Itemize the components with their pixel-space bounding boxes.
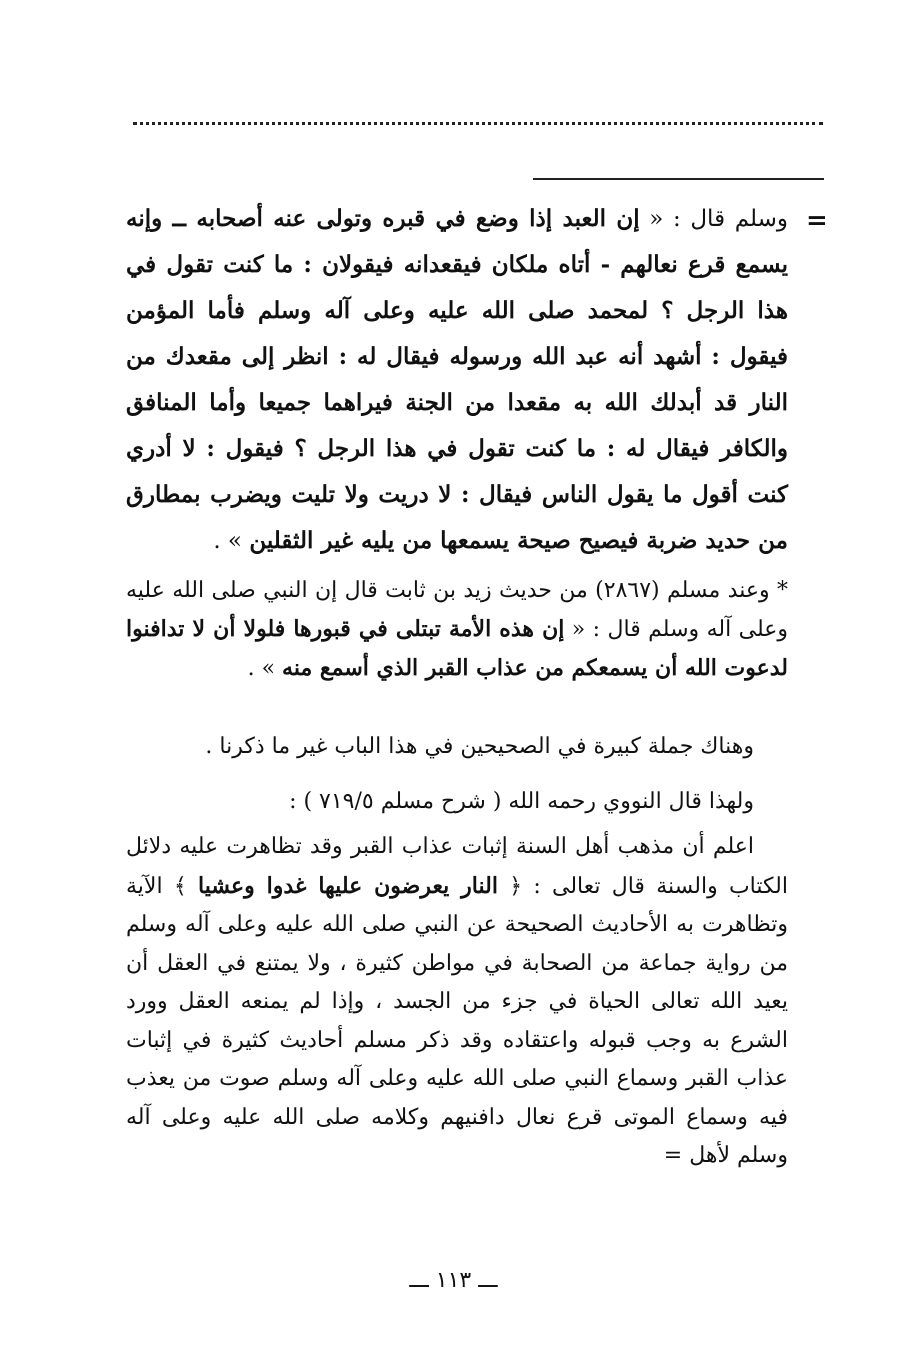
dotted-separator (133, 122, 823, 125)
footnote-outro: » . (213, 528, 250, 554)
footnote-hadith-paragraph (126, 196, 788, 564)
muslim-intro: * وعند مسلم (٢٨٦٧) من حديث زيد بن ثابت قال إن النبي صلى الله عليه وعلى آله وسلم قال : « (126, 578, 789, 642)
quran-verse: النار يعرضون عليها غدوا وعشيا (197, 872, 498, 899)
footnote-intro: وسلم قال : « (639, 206, 788, 232)
footnote-hadith-text: إن العبد إذا وضع في قبره وتولى عنه أصحابه ــ وإنه يسمع قرع نعالهم - أتاه ملكان فيقعدانه فيقولان : ما كنت تقول في هذا الرجل ؟ لمحمد صلى الله عليه وعلى آله وسلم فأما المؤمن فيقول : أشهد أنه عبد الله ورسوله فيقال له : انظر إلى مقعدك من النار قد أبدلك الله به مقعدا من الجنة فيراهما جميعا وأما المنافق والكافر فيقال له : ما كنت تقول في هذا الرجل ؟ فيقول : لا أدري كنت أقول ما يقول الناس فيقال : لا دريت ولا تليت ويضرب بمطارق من حديد ضربة فيصيح صيحة يسمعها من يليه غير الثقلين (126, 205, 788, 554)
nawawi-quote-part1: اعلم أن مذهب أهل السنة إثبات عذاب القبر وقد تظاهرت عليه دلائل الكتاب والسنة قال تعالى : ﴿ (126, 834, 788, 899)
summary-paragraph (126, 729, 788, 764)
nawawi-intro: ولهذا قال النووي رحمه الله ( شرح مسلم ٧١٩/٥ ) : (289, 789, 754, 814)
muslim-outro: » . (247, 656, 283, 681)
nawawi-quote-part2: ﴾ الآية وتظاهرت به الأحاديث الصحيحة عن النبي صلى الله عليه وعلى آله وسلم من رواية جماعة من الصحابة في مواطن كثيرة ، ولا يمتنع في العقل أن يعيد الله تعالى الحياة في جزء من الجسد ، وإذا لم يمنعه العقل وورد الشرع به وجب قبوله واعتقاده وقد ذكر مسلم أحاديث كثيرة في إثبات عذاب القبر وسماع النبي صلى الله عليه وعلى آله وسلم صوت من يعذب فيه وسماع الموتى قرع نعال دافنيهم وكلامه صلى الله عليه وعلى آله وسلم لأهل = (126, 873, 788, 1168)
nawawi-quote-paragraph (126, 828, 788, 1176)
nawawi-intro-paragraph (126, 784, 788, 819)
muslim-hadith-paragraph (126, 572, 788, 688)
page-number: ـــ ١١٣ ـــ (409, 1268, 498, 1293)
footnote-separator (533, 178, 824, 180)
muslim-hadith-text: إن هذه الأمة تبتلى في قبورها فلولا أن لا تدافنوا لدعوت الله أن يسمعكم من عذاب القبر الذي أسمع منه (126, 616, 788, 681)
continuation-mark: = (806, 206, 828, 236)
summary-line: وهناك جملة كبيرة في الصحيحين في هذا الباب غير ما ذكرنا . (205, 734, 754, 759)
